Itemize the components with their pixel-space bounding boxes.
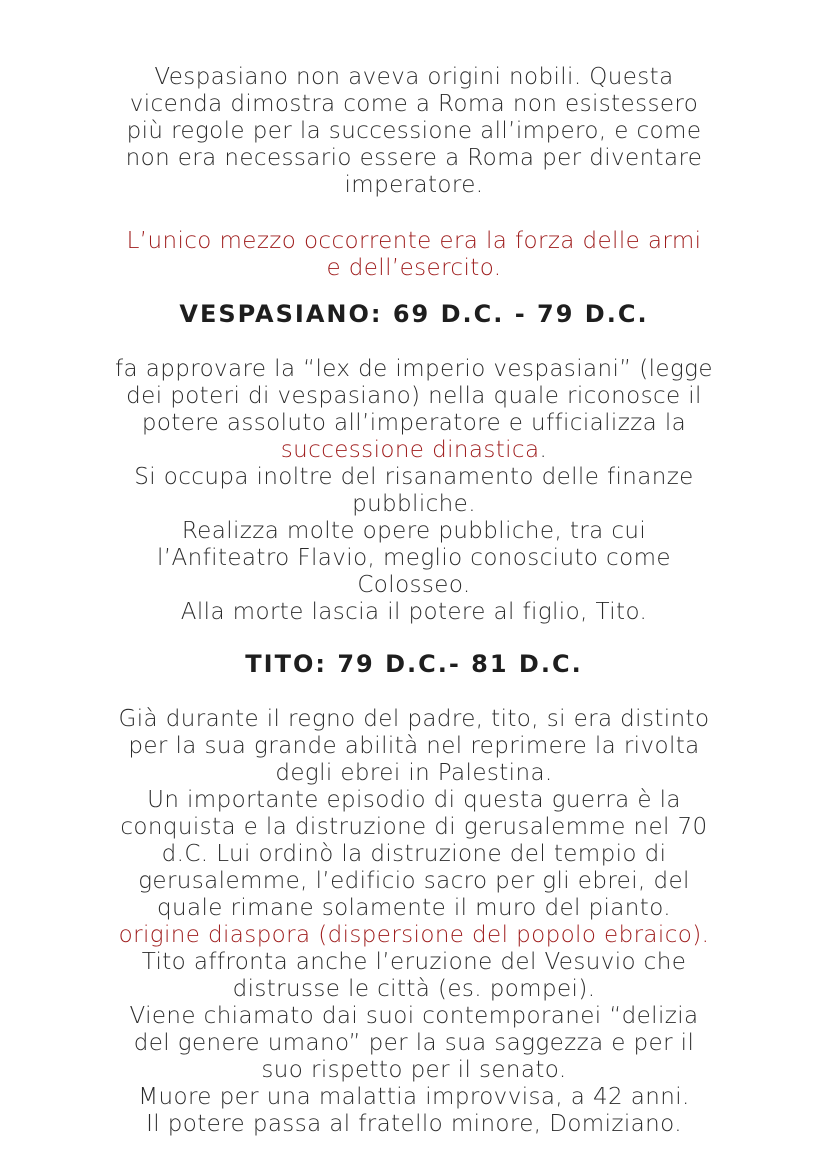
tito-line: gerusalemme, l’edificio sacro per gli ebrei, del bbox=[138, 868, 690, 894]
tito-line: degli ebrei in Palestina. bbox=[275, 760, 553, 786]
tito-paragraph bbox=[60, 706, 768, 1138]
vespasiano-line: Alla morte lascia il potere al figlio, Tito. bbox=[180, 599, 648, 625]
vespasiano-line: fa approvare la “lex de imperio vespasiani” (legge bbox=[115, 356, 713, 382]
tito-line: Muore per una malattia improvvisa, a 42 anni. bbox=[138, 1084, 690, 1110]
vespasiano-line: Colosseo. bbox=[357, 572, 471, 598]
vespasiano-line: pubbliche. bbox=[352, 491, 476, 517]
intro-line: più regole per la successione all’impero, e come bbox=[126, 118, 702, 144]
vespasiano-red-line bbox=[60, 437, 768, 464]
intro-line: Vespasiano non aveva origini nobili. Questa bbox=[154, 64, 674, 90]
red-line-suffix: . bbox=[539, 437, 548, 463]
intro-line: imperatore. bbox=[344, 172, 484, 198]
tito-line: Un importante episodio di questa guerra è la bbox=[147, 787, 681, 813]
highlight-paragraph bbox=[60, 228, 768, 282]
diaspora-line: origine diaspora (dispersione del popolo ebraico). bbox=[118, 922, 710, 948]
tito-line: distrusse le città (es. pompei). bbox=[232, 976, 596, 1002]
tito-line: Già durante il regno del padre, tito, si era distinto bbox=[118, 706, 710, 732]
intro-line: non era necessario essere a Roma per diventare bbox=[125, 145, 703, 171]
intro-paragraph bbox=[60, 64, 768, 199]
highlight-line: L’unico mezzo occorrente era la forza delle armi bbox=[126, 228, 702, 254]
successione-dinastica-text: successione dinastica bbox=[280, 437, 540, 463]
vespasiano-line: Si occupa inoltre del risanamento delle finanze bbox=[134, 464, 694, 490]
tito-line: d.C. Lui ordinò la distruzione del tempio di bbox=[161, 841, 667, 867]
tito-line: del genere umano” per la sua saggezza e per il bbox=[133, 1030, 695, 1056]
tito-line: per la sua grande abilità nel reprimere la rivolta bbox=[128, 733, 700, 759]
tito-line: Tito affronta anche l’eruzione del Vesuvio che bbox=[141, 949, 687, 975]
tito-line: Viene chiamato dai suoi contemporanei “delizia bbox=[129, 1003, 699, 1029]
vespasiano-line: dei poteri di vespasiano) nella quale riconosce il bbox=[126, 383, 702, 409]
tito-line: Il potere passa al fratello minore, Domiziano. bbox=[146, 1111, 682, 1137]
tito-line: conquista e la distruzione di gerusalemme nel 70 bbox=[120, 814, 708, 840]
vespasiano-paragraph bbox=[60, 356, 768, 626]
intro-line: vicenda dimostra come a Roma non esistessero bbox=[129, 91, 699, 117]
vespasiano-line: Realizza molte opere pubbliche, tra cui bbox=[181, 518, 647, 544]
vespasiano-heading: VESPASIANO: 69 D.C. - 79 D.C. bbox=[179, 300, 649, 328]
tito-line: quale rimane solamente il muro del pianto. bbox=[157, 895, 671, 921]
tito-line: suo rispetto per il senato. bbox=[261, 1057, 567, 1083]
tito-heading: TITO: 79 D.C.- 81 D.C. bbox=[245, 650, 583, 678]
vespasiano-line: potere assoluto all’imperatore e ufficializza la bbox=[141, 410, 687, 436]
vespasiano-line: l’Anfiteatro Flavio, meglio conosciuto come bbox=[157, 545, 671, 571]
highlight-line: e dell’esercito. bbox=[326, 255, 502, 281]
